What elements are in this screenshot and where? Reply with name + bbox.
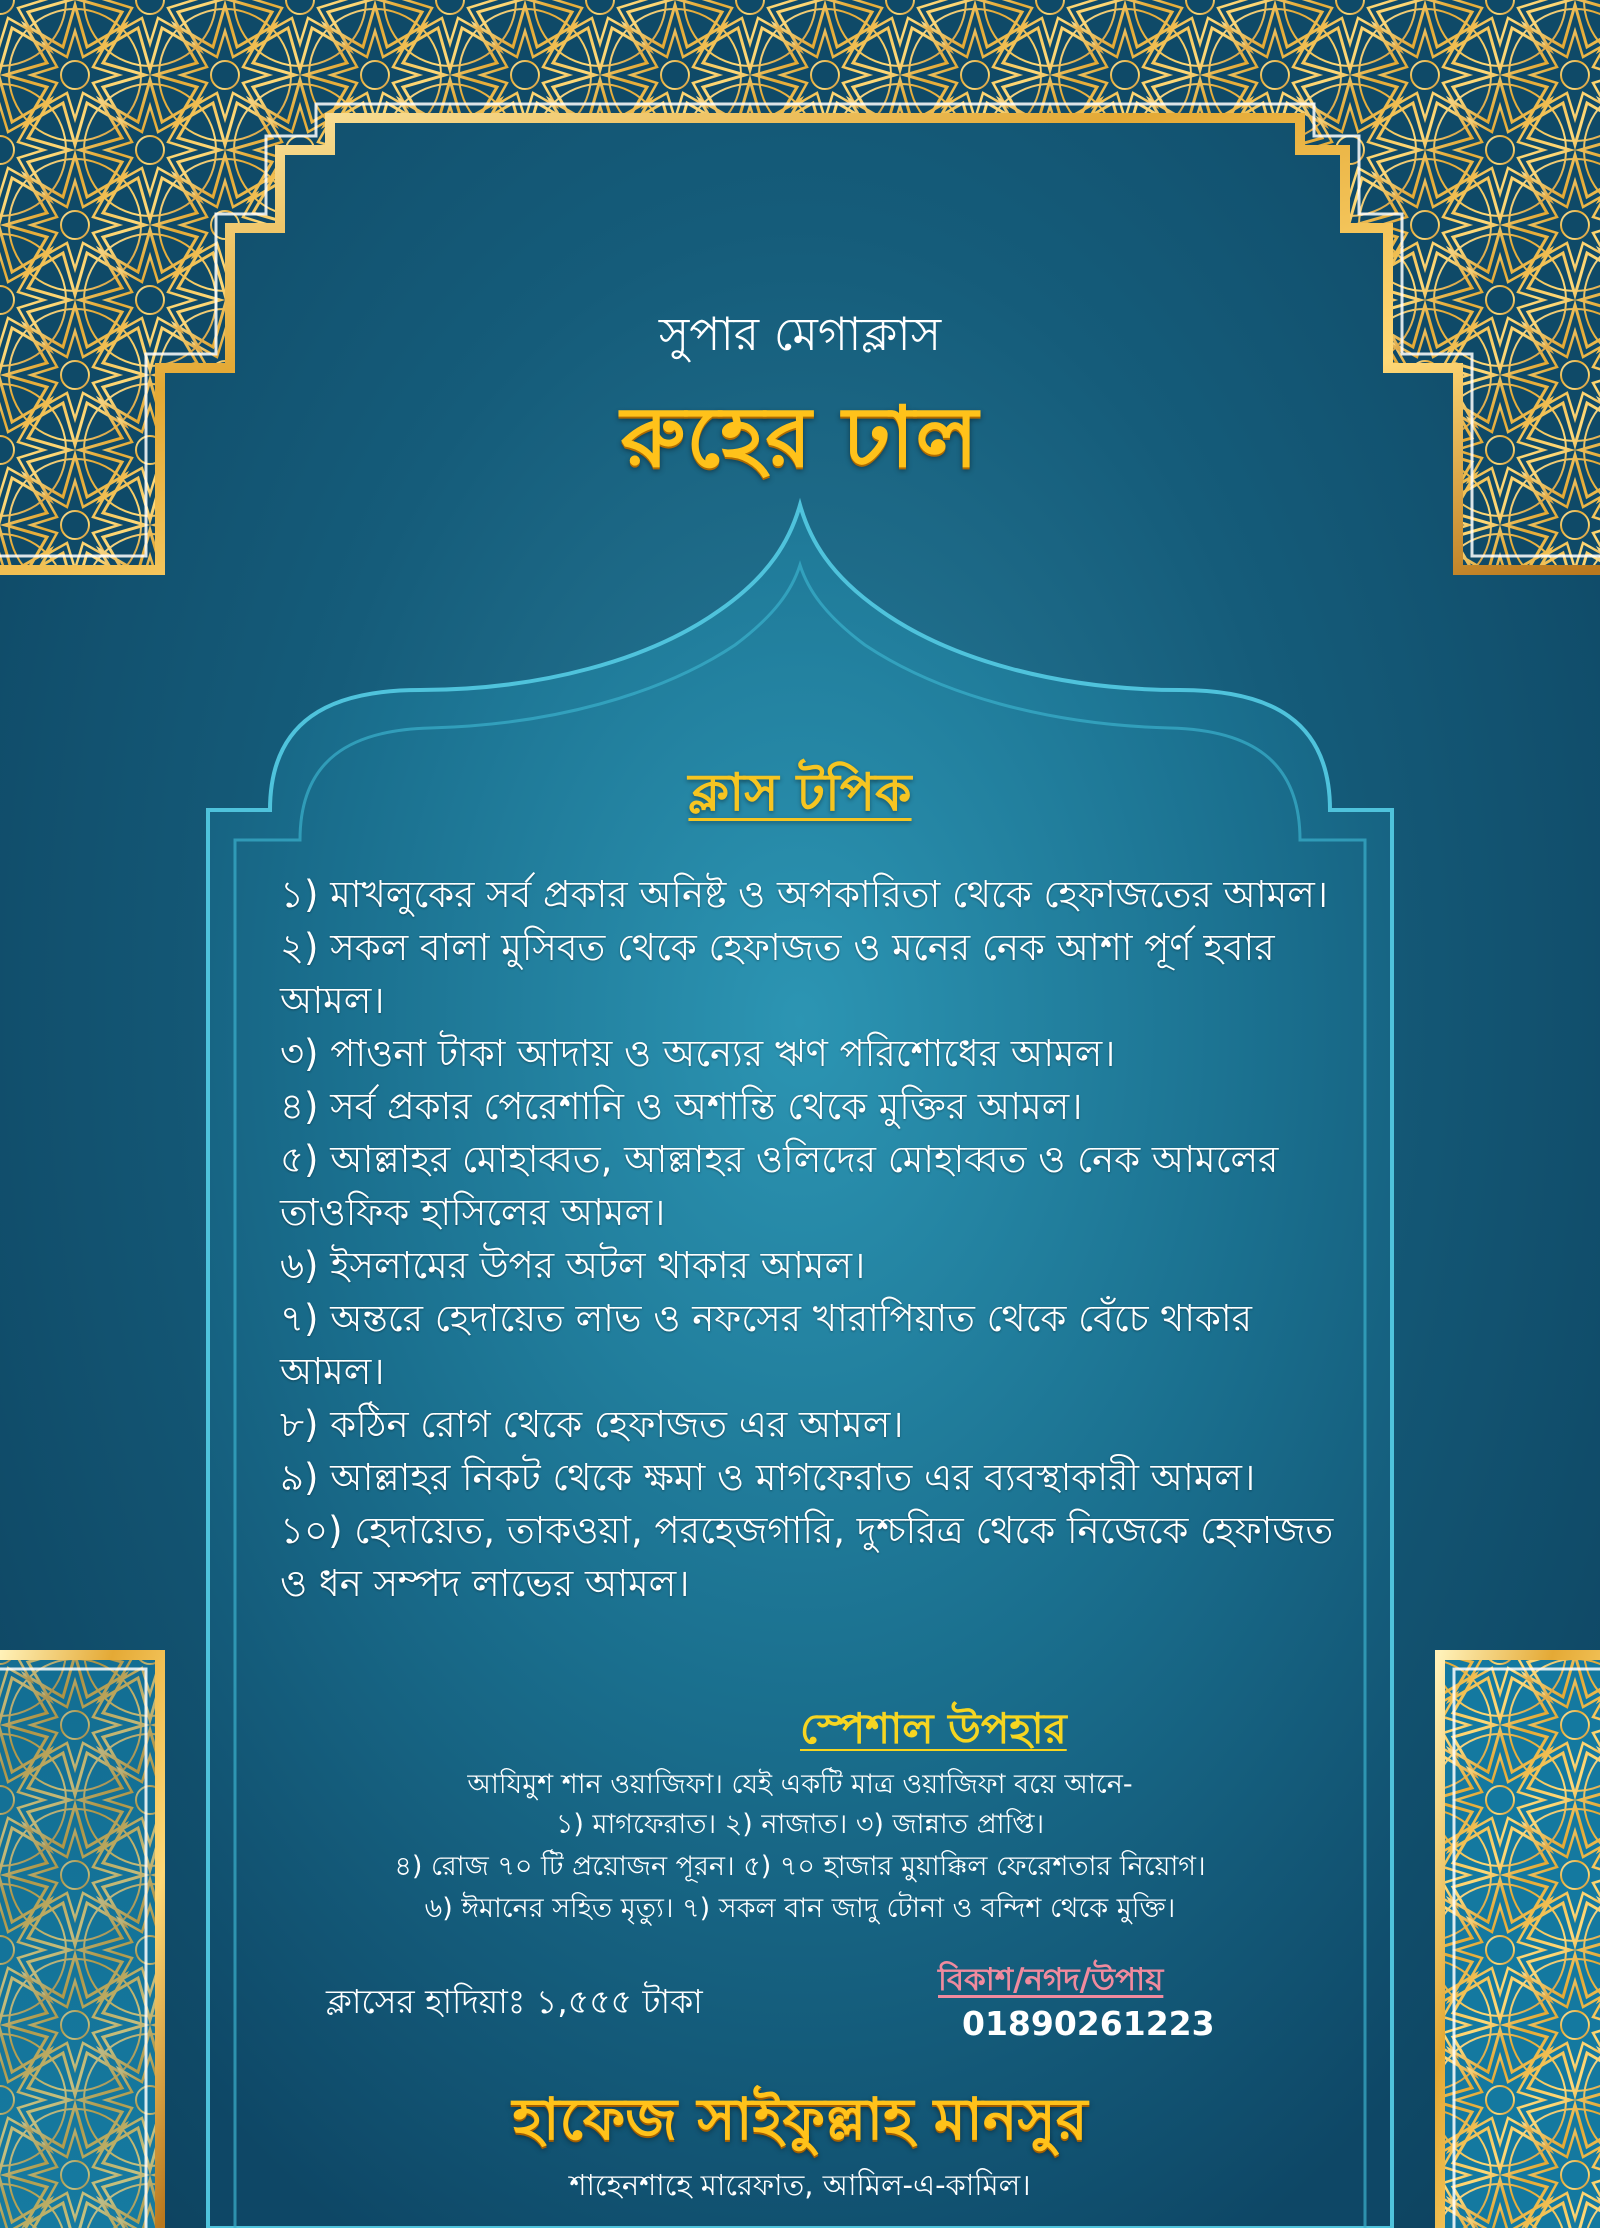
gift-benefits-line: ৬) ঈমানের সহিত মৃত্যু। ৭) সকল বান জাদু টোনা ও বন্দিশ থেকে মুক্তি। (424, 1893, 1176, 1924)
topic-item: ৯) আল্লাহর নিকট থেকে ক্ষমা ও মাগফেরাত এর ব্যবস্থাকারী আমল। (280, 1456, 1256, 1499)
event-subtitle: সুপার মেগাক্লাস (658, 307, 942, 361)
teacher-title: শাহেনশাহে মারেফাত, আমিল-এ-কামিল। (569, 2168, 1031, 2202)
class-topic-heading: ক্লাস টপিক (688, 763, 912, 823)
topic-item: ৩) পাওনা টাকা আদায় ও অন্যের ঋণ পরিশোধের আমল। (280, 1032, 1116, 1075)
gift-benefits-line: ৪) রোজ ৭০ টি প্রয়োজন পূরন। ৫) ৭০ হাজার মুয়াক্কিল ফেরেশতার নিয়োগ। (394, 1851, 1206, 1882)
phone-number: 01890261223 (962, 2004, 1215, 2043)
topic-item: ১০) হেদায়েত, তাকওয়া, পরহেজগারি, দুশ্চরিত্র থেকে নিজেকে হেফাজত ও ধন সম্পদ লাভের আমল। (280, 1509, 1334, 1605)
topic-item: ৭) অন্তরে হেদায়েত লাভ ও নফসের খারাপিয়াত থেকে বেঁচে থাকার আমল। (280, 1297, 1252, 1393)
special-gift-heading: স্পেশাল উপহার (800, 1704, 1067, 1753)
gift-benefits-line: ১) মাগফেরাত। ২) নাজাত। ৩) জান্নাত প্রাপ্তি। (555, 1809, 1045, 1840)
topic-item: ৫) আল্লাহর মোহাব্বত, আল্লাহর ওলিদের মোহাব্বত ও নেক আমলের তাওফিক হাসিলের আমল। (280, 1138, 1279, 1234)
topic-item: ২) সকল বালা মুসিবত থেকে হেফাজত ও মনের নেক আশা পূর্ণ হবার আমল। (280, 926, 1275, 1022)
gift-intro: আযিমুশ শান ওয়াজিফা। যেই একটি মাত্র ওয়াজিফা বয়ে আনে- (467, 1769, 1133, 1800)
topic-item: ১) মাখলুকের সর্ব প্রকার অনিষ্ট ও অপকারিতা থেকে হেফাজতের আমল। (280, 873, 1329, 916)
class-fee: ক্লাসের হাদিয়াঃ ১,৫৫৫ টাকা (326, 1982, 703, 2021)
teacher-name: হাফেজ সাইফুল্লাহ মানসুর (512, 2085, 1088, 2153)
topic-list (280, 868, 1340, 1610)
event-title: রুহের ঢাল (620, 388, 980, 486)
topic-item: ৬) ইসলামের উপর অটল থাকার আমল। (280, 1244, 866, 1287)
topic-item: ৮) কঠিন রোগ থেকে হেফাজত এর আমল। (280, 1403, 904, 1446)
payment-methods: বিকাশ/নগদ/উপায় (938, 1962, 1164, 1998)
topic-item: ৪) সর্ব প্রকার পেরেশানি ও অশান্তি থেকে মুক্তির আমল। (280, 1085, 1083, 1128)
